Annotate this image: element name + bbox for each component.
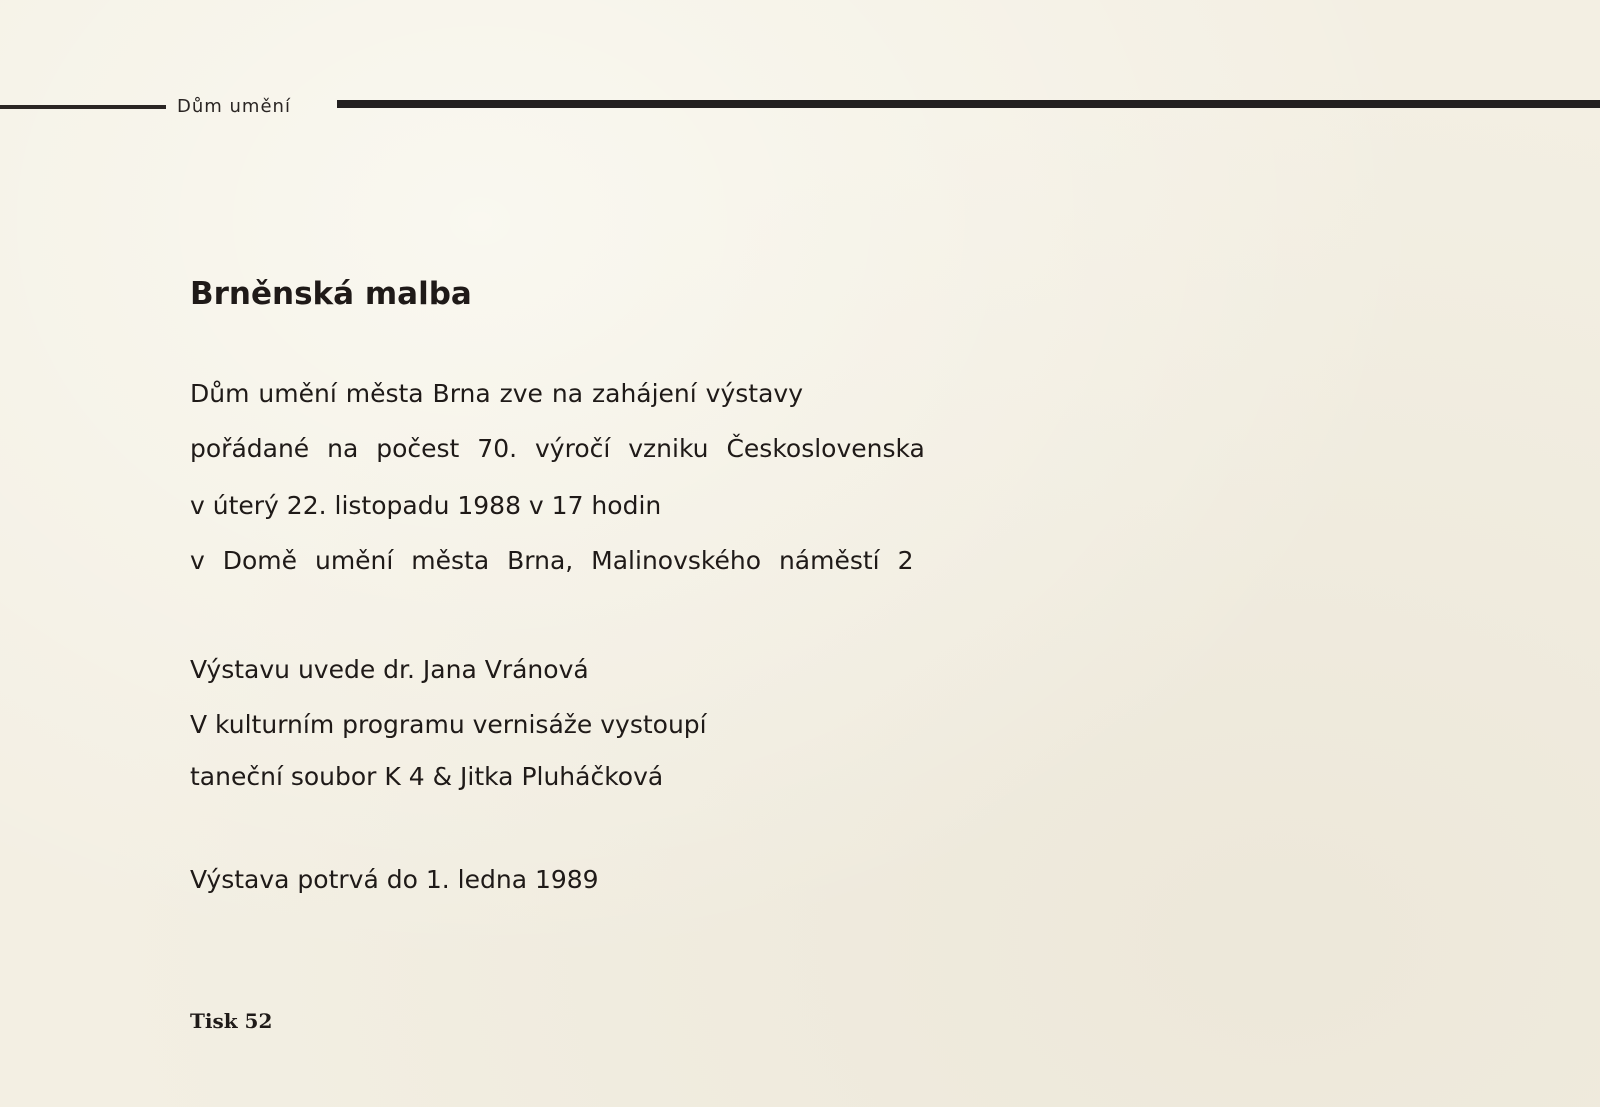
header-rule-right xyxy=(337,100,1600,108)
exhibition-duration-line: Výstava potrvá do 1. ledna 1989 xyxy=(190,865,599,894)
opening-speaker-line: Výstavu uvede dr. Jana Vránová xyxy=(190,655,589,684)
header-label: Dům umění xyxy=(177,96,291,117)
header-rule-left xyxy=(0,105,166,109)
performers-line: taneční soubor K 4 & Jitka Pluháčková xyxy=(190,762,664,791)
invitation-date-line: v úterý 22. listopadu 1988 v 17 hodin xyxy=(190,491,662,520)
invitation-venue-line: v Domě umění města Brna, Malinovského náměstí 2 xyxy=(190,546,914,575)
invitation-line: Dům umění města Brna zve na zahájení výstavy xyxy=(190,379,803,408)
invitation-line: pořádané na počest 70. výročí vzniku Československa xyxy=(190,434,925,463)
print-mark: Tisk 52 xyxy=(190,1009,273,1033)
program-line: V kulturním programu vernisáže vystoupí xyxy=(190,710,707,739)
exhibition-title: Brněnská malba xyxy=(190,276,472,312)
